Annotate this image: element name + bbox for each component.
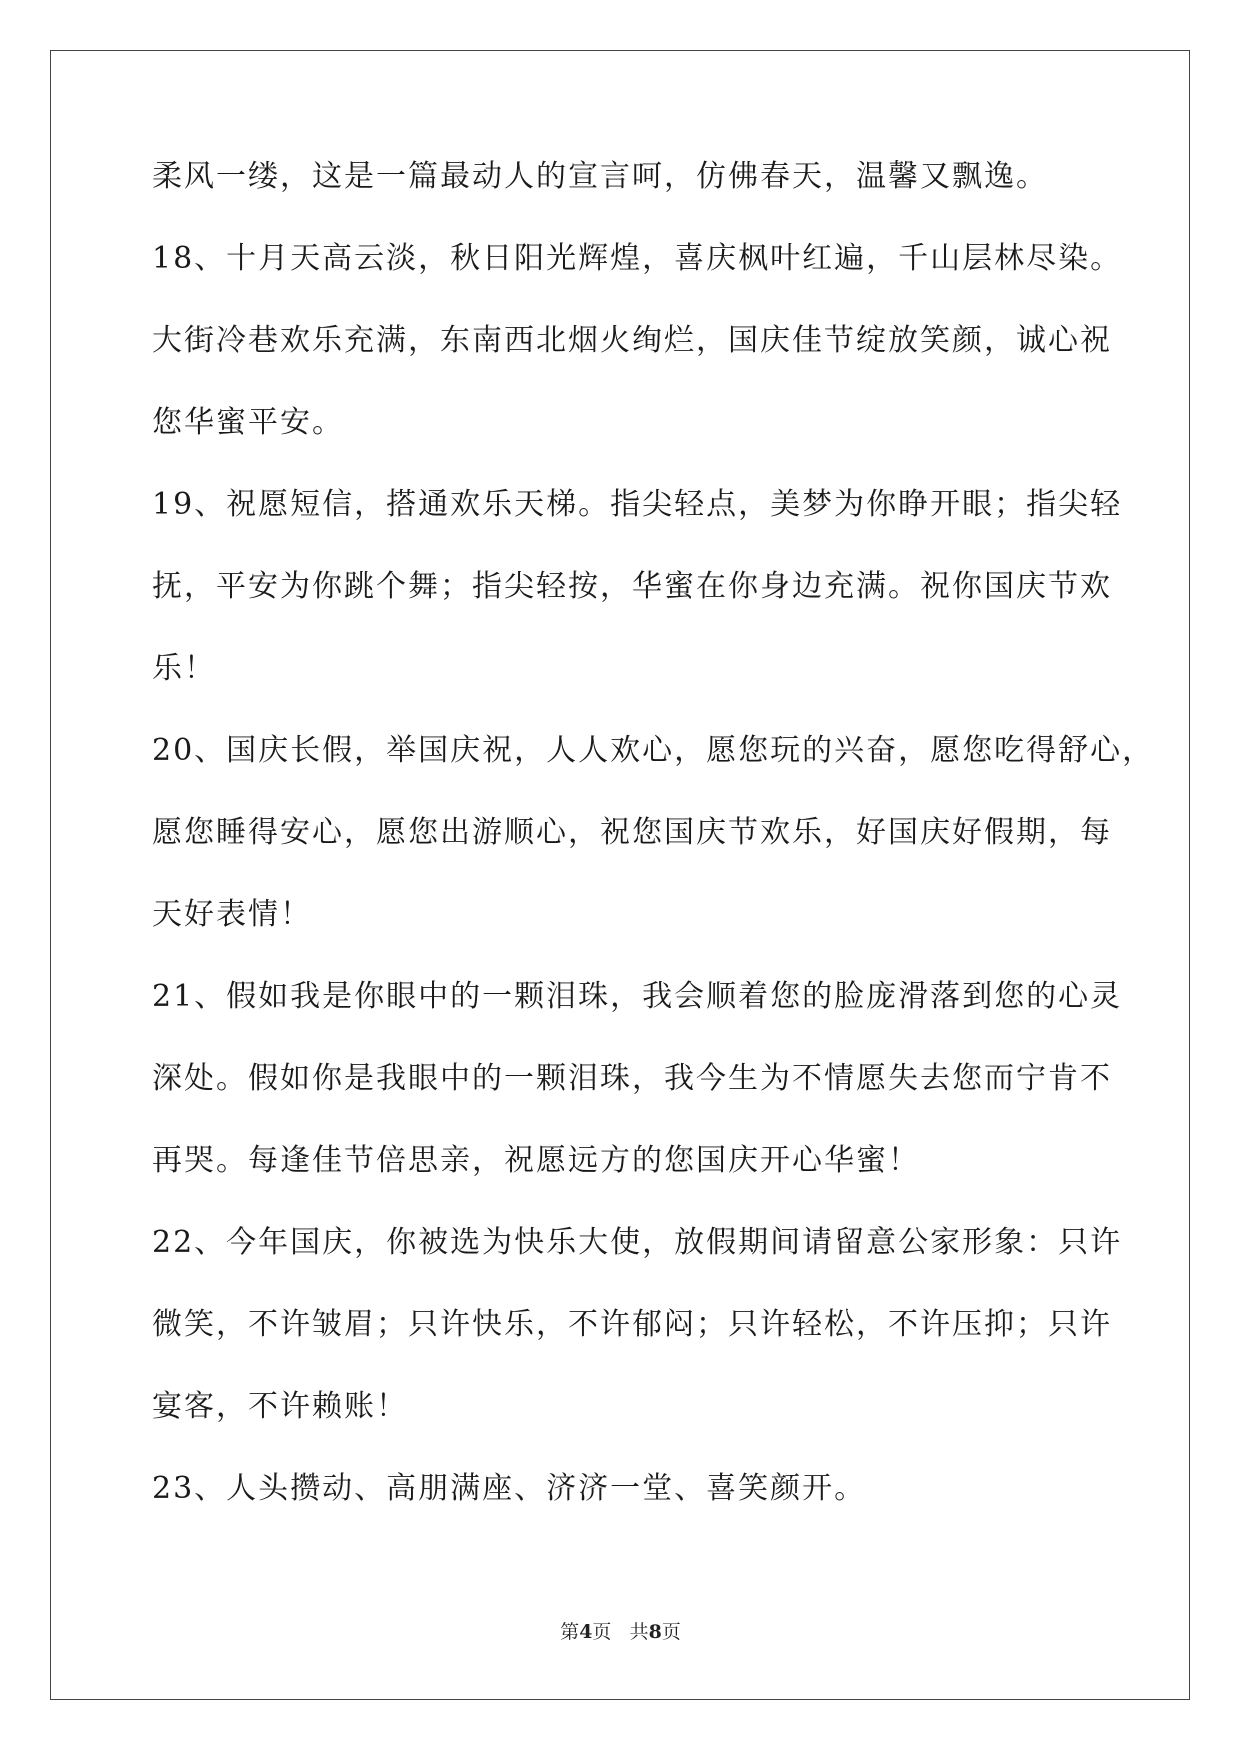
footer-prefix: 第 [560,1621,580,1643]
footer-total-suffix: 页 [661,1621,681,1643]
current-page-number: 4 [579,1621,593,1643]
text-line: 柔风一缕，这是一篇最动人的宣言呵，仿佛春天，温馨又飘逸。 [152,159,1048,194]
text-line: 宴客，不许赖账！ [152,1389,408,1424]
footer-total-prefix: 共 [629,1621,649,1643]
text-line: 愿您睡得安心，愿您出游顺心，祝您国庆节欢乐，好国庆好假期，每 [152,815,1112,850]
text-line: 23、人头攒动、高朋满座、济济一堂、喜笑颜开。 [152,1471,867,1506]
document-body [152,158,1155,1552]
page-footer [0,1620,1241,1644]
text-line: 乐！ [152,651,216,686]
text-line: 大街冷巷欢乐充满，东南西北烟火绚烂，国庆佳节绽放笑颜，诚心祝 [152,323,1112,358]
footer-page-suffix: 页 [592,1621,612,1643]
text-line: 抚，平安为你跳个舞；指尖轻按，华蜜在你身边充满。祝你国庆节欢 [152,569,1112,604]
text-line: 20、国庆长假，举国庆祝，人人欢心，愿您玩的兴奋，愿您吃得舒心， [152,733,1155,768]
text-line: 19、祝愿短信，搭通欢乐天梯。指尖轻点，美梦为你睁开眼；指尖轻 [152,487,1123,522]
text-line: 21、假如我是你眼中的一颗泪珠，我会顺着您的脸庞滑落到您的心灵 [152,979,1123,1014]
text-line: 天好表情！ [152,897,312,932]
text-line: 22、今年国庆，你被选为快乐大使，放假期间请留意公家形象：只许 [152,1225,1123,1260]
text-line: 再哭。每逢佳节倍思亲，祝愿远方的您国庆开心华蜜！ [152,1143,920,1178]
text-line: 深处。假如你是我眼中的一颗泪珠，我今生为不情愿失去您而宁肯不 [152,1061,1112,1096]
total-page-number: 8 [648,1621,662,1643]
text-line: 微笑，不许皱眉；只许快乐，不许郁闷；只许轻松，不许压抑；只许 [152,1307,1112,1342]
text-line: 18、十月天高云淡，秋日阳光辉煌，喜庆枫叶红遍，千山层林尽染。 [152,241,1123,276]
text-line: 您华蜜平安。 [152,405,344,440]
